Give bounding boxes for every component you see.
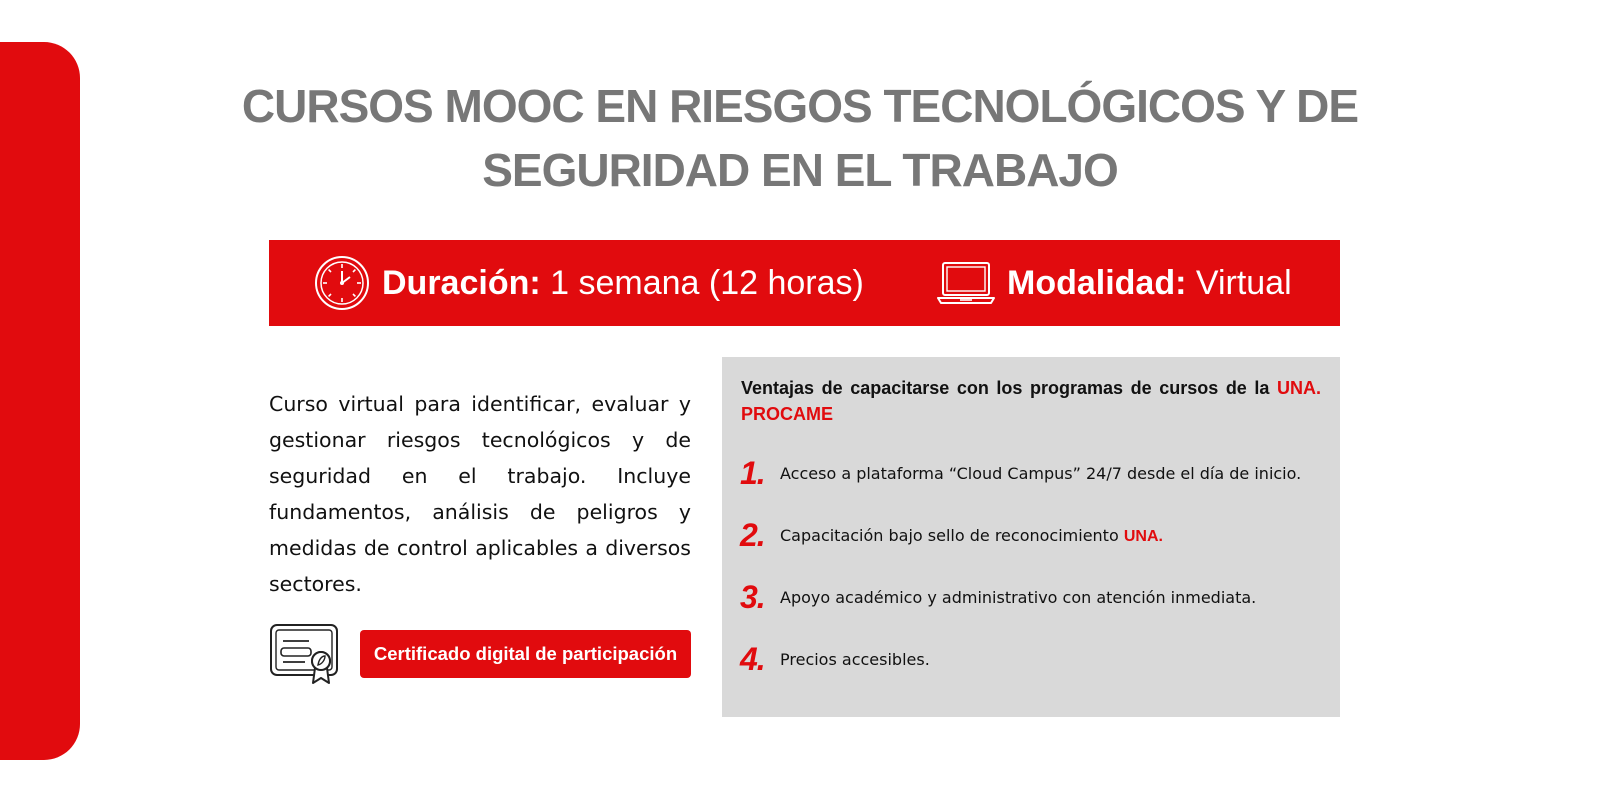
benefit-text — [780, 650, 930, 670]
benefit-text — [780, 526, 1163, 546]
brand-name: UNA. PROCAME — [741, 378, 1321, 424]
benefits-heading — [741, 375, 1321, 427]
mode-label: Modalidad: — [1007, 263, 1187, 302]
benefits-panel — [722, 357, 1340, 717]
certificate-icon — [269, 623, 339, 685]
clock-icon — [314, 255, 370, 311]
laptop-icon — [937, 260, 995, 306]
benefit-number: 1. — [740, 455, 765, 491]
course-info-band — [269, 240, 1340, 326]
benefit-number: 3. — [740, 579, 765, 615]
benefit-item — [740, 517, 1320, 554]
benefit-text-main: Apoyo académico y administrativo con atención inmediata. — [780, 587, 1257, 607]
benefit-text — [780, 588, 1256, 608]
course-description: Curso virtual para identificar, evaluar y gestionar riesgos tecnológicos y de seguridad en el trabajo. Incluye fundamentos, análisis de peligros y medidas de control aplicables a diversos sectores. — [269, 392, 691, 596]
title-line-1: CURSOS MOOC EN RIESGOS TECNOLÓGICOS Y DE — [241, 80, 1359, 132]
certificate-button[interactable]: Certificado digital de participación — [360, 630, 691, 678]
mode-text — [1007, 264, 1292, 303]
benefit-item — [740, 455, 1320, 492]
benefit-text-main: Acceso a plataforma “Cloud Campus” 24/7 desde el día de inicio. — [780, 463, 1302, 483]
duration-info — [314, 240, 864, 326]
benefit-text — [780, 464, 1301, 484]
benefit-number: 4. — [740, 641, 765, 677]
duration-text — [382, 264, 864, 303]
page-title — [200, 74, 1400, 202]
title-line-2: SEGURIDAD EN EL TRABAJO — [482, 144, 1118, 196]
benefit-highlight: UNA. — [1123, 527, 1163, 545]
benefit-number: 2. — [740, 517, 765, 553]
decorative-side-bar — [0, 42, 80, 760]
duration-value: 1 semana (12 horas) — [540, 263, 864, 302]
benefits-heading-text: Ventajas de capacitarse con los programas de cursos de la — [741, 378, 1277, 398]
mode-value: Virtual — [1186, 263, 1292, 302]
mode-info — [937, 240, 1292, 326]
benefit-item — [740, 579, 1320, 616]
benefit-text-main: Precios accesibles. — [780, 649, 930, 669]
benefit-text-main: Capacitación bajo sello de reconocimiento — [780, 525, 1124, 545]
benefit-item — [740, 641, 1320, 678]
duration-label: Duración: — [382, 263, 541, 302]
